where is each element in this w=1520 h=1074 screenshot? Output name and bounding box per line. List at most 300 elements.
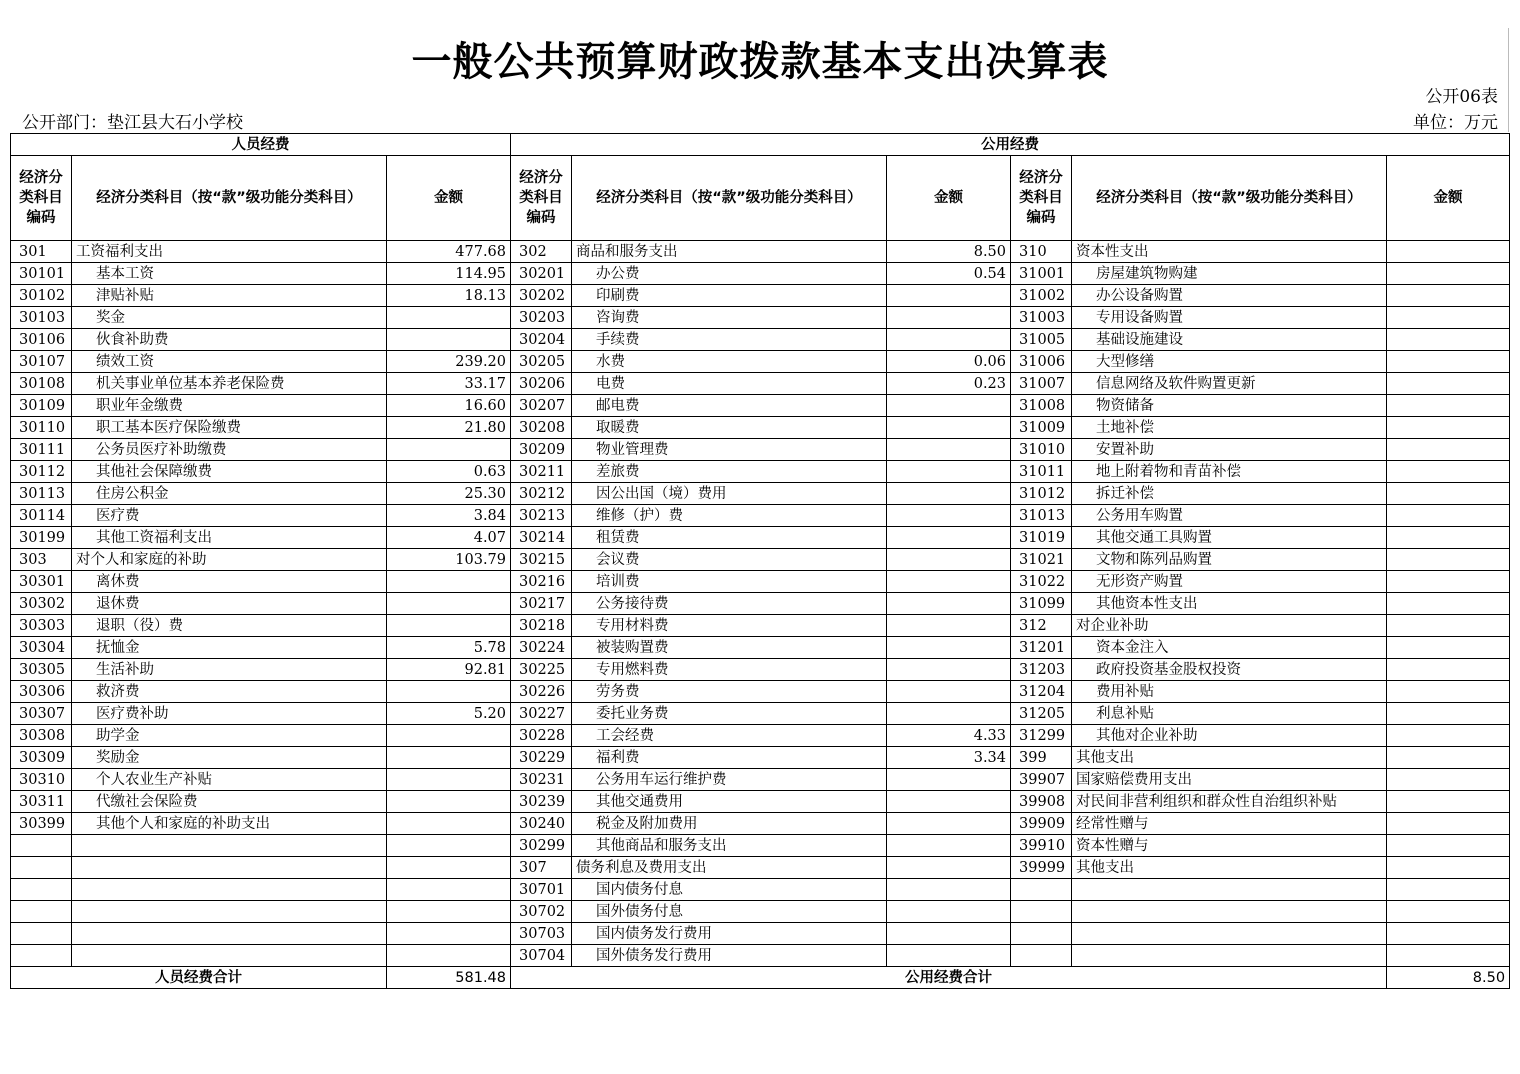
subject-name-cell: 住房公积金: [72, 483, 387, 505]
subject-name-cell: 助学金: [72, 725, 387, 747]
subject-name-cell: 其他资本性支出: [1072, 593, 1387, 615]
subject-name-cell: [72, 901, 387, 923]
amount-cell: [387, 769, 511, 791]
subject-name-cell: 办公设备购置: [1072, 285, 1387, 307]
amount-cell: [387, 615, 511, 637]
subject-name-cell: 税金及附加费用: [572, 813, 887, 835]
subject-name-cell: 专用燃料费: [572, 659, 887, 681]
subject-code-cell: 30240: [511, 813, 572, 835]
subject-code-cell: 31007: [1011, 373, 1072, 395]
subject-code-cell: 30239: [511, 791, 572, 813]
amount-cell: [887, 901, 1011, 923]
subject-name-cell: 安置补助: [1072, 439, 1387, 461]
subject-name-cell: 其他社会保障缴费: [72, 461, 387, 483]
subject-name-cell: 会议费: [572, 549, 887, 571]
subject-name-cell: 公务员医疗补助缴费: [72, 439, 387, 461]
amount-cell: [887, 835, 1011, 857]
amount-cell: [887, 879, 1011, 901]
subject-code-cell: 30209: [511, 439, 572, 461]
subject-code-cell: 30110: [11, 417, 72, 439]
subject-code-cell: 30207: [511, 395, 572, 417]
amount-cell: [887, 439, 1011, 461]
subject-code-cell: 30228: [511, 725, 572, 747]
amount-cell: [1387, 439, 1510, 461]
subject-name-cell: 文物和陈列品购置: [1072, 549, 1387, 571]
subject-code-cell: 30205: [511, 351, 572, 373]
subject-header: 经济分类科目（按“款”级功能分类科目）: [572, 156, 887, 241]
subject-name-cell: 公务用车购置: [1072, 505, 1387, 527]
subject-code-cell: 30101: [11, 263, 72, 285]
personnel-total-value: 581.48: [387, 967, 511, 989]
subject-code-cell: 31203: [1011, 659, 1072, 681]
subject-name-cell: 政府投资基金股权投资: [1072, 659, 1387, 681]
amount-cell: [1387, 373, 1510, 395]
subject-name-cell: 其他商品和服务支出: [572, 835, 887, 857]
subject-name-cell: 其他对企业补助: [1072, 725, 1387, 747]
subject-name-cell: 其他工资福利支出: [72, 527, 387, 549]
amount-cell: [887, 769, 1011, 791]
subject-name-cell: 差旅费: [572, 461, 887, 483]
amount-cell: [887, 417, 1011, 439]
subject-code-cell: 39910: [1011, 835, 1072, 857]
amount-cell: [887, 813, 1011, 835]
subject-code-cell: 30108: [11, 373, 72, 395]
subject-name-cell: [72, 945, 387, 967]
subject-code-cell: 30299: [511, 835, 572, 857]
amount-cell: [1387, 395, 1510, 417]
table-row: [11, 263, 1510, 285]
table-row: [11, 637, 1510, 659]
subject-name-cell: 奖金: [72, 307, 387, 329]
subject-code-cell: 30217: [511, 593, 572, 615]
subject-name-cell: 其他支出: [1072, 857, 1387, 879]
table-row: [11, 373, 1510, 395]
subject-name-cell: 津贴补贴: [72, 285, 387, 307]
table-row: [11, 769, 1510, 791]
subject-code-cell: 30301: [11, 571, 72, 593]
subject-name-cell: 资本性赠与: [1072, 835, 1387, 857]
amount-cell: [387, 681, 511, 703]
subject-code-cell: 31019: [1011, 527, 1072, 549]
subject-code-cell: 30199: [11, 527, 72, 549]
subject-code-cell: 30203: [511, 307, 572, 329]
subject-name-cell: 维修（护）费: [572, 505, 887, 527]
amount-header: 金额: [887, 156, 1011, 241]
amount-cell: [387, 791, 511, 813]
table-row: [11, 879, 1510, 901]
amount-cell: [1387, 725, 1510, 747]
subject-name-cell: 工会经费: [572, 725, 887, 747]
subject-name-cell: 生活补助: [72, 659, 387, 681]
subject-code-cell: 30704: [511, 945, 572, 967]
subject-name-cell: 咨询费: [572, 307, 887, 329]
table-row: [11, 329, 1510, 351]
subject-name-cell: 资本性支出: [1072, 241, 1387, 263]
subject-code-cell: 31009: [1011, 417, 1072, 439]
table-row: [11, 923, 1510, 945]
table-row: [11, 241, 1510, 263]
public-total-label: 公用经费合计: [511, 967, 1387, 989]
subject-name-cell: 取暖费: [572, 417, 887, 439]
table-row: [11, 527, 1510, 549]
subject-name-cell: 医疗费补助: [72, 703, 387, 725]
subject-name-cell: 职业年金缴费: [72, 395, 387, 417]
subject-name-cell: 委托业务费: [572, 703, 887, 725]
subject-name-cell: 代缴社会保险费: [72, 791, 387, 813]
subject-code-cell: [11, 901, 72, 923]
table-row: [11, 945, 1510, 967]
amount-cell: 0.54: [887, 263, 1011, 285]
table-row: [11, 703, 1510, 725]
personnel-total-label: 人员经费合计: [11, 967, 387, 989]
amount-cell: 16.60: [387, 395, 511, 417]
amount-cell: 4.33: [887, 725, 1011, 747]
subject-code-cell: 30211: [511, 461, 572, 483]
table-row: [11, 439, 1510, 461]
amount-cell: [387, 813, 511, 835]
amount-cell: 0.63: [387, 461, 511, 483]
subject-name-cell: 手续费: [572, 329, 887, 351]
table-row: [11, 285, 1510, 307]
subject-code-cell: 30224: [511, 637, 572, 659]
amount-cell: [887, 307, 1011, 329]
subject-code-cell: 31022: [1011, 571, 1072, 593]
amount-cell: [1387, 901, 1510, 923]
amount-cell: [1387, 241, 1510, 263]
amount-cell: [1387, 637, 1510, 659]
subject-name-cell: 资本金注入: [1072, 637, 1387, 659]
amount-cell: [887, 571, 1011, 593]
subject-name-cell: [1072, 923, 1387, 945]
subject-code-cell: 30107: [11, 351, 72, 373]
subject-name-cell: 信息网络及软件购置更新: [1072, 373, 1387, 395]
subject-code-cell: 30302: [11, 593, 72, 615]
amount-cell: [1387, 879, 1510, 901]
subject-name-cell: 债务利息及费用支出: [572, 857, 887, 879]
subject-name-cell: 职工基本医疗保险缴费: [72, 417, 387, 439]
subject-name-cell: 退职（役）费: [72, 615, 387, 637]
subject-name-cell: 专用材料费: [572, 615, 887, 637]
subject-code-cell: [1011, 945, 1072, 967]
subject-code-cell: 30204: [511, 329, 572, 351]
subject-code-cell: 30213: [511, 505, 572, 527]
subject-code-cell: 30226: [511, 681, 572, 703]
amount-cell: 4.07: [387, 527, 511, 549]
subject-code-cell: [11, 857, 72, 879]
subject-code-cell: 310: [1011, 241, 1072, 263]
amount-cell: 21.80: [387, 417, 511, 439]
table-row: [11, 395, 1510, 417]
department-label: 公开部门：垫江县大石小学校: [22, 113, 243, 133]
table-row: [11, 461, 1510, 483]
subject-name-cell: [72, 879, 387, 901]
public-total-value: 8.50: [1387, 967, 1510, 989]
amount-cell: [387, 923, 511, 945]
subject-name-cell: 土地补偿: [1072, 417, 1387, 439]
unit-label: 单位：万元: [1413, 113, 1498, 133]
subject-name-cell: 基本工资: [72, 263, 387, 285]
subject-name-cell: 对企业补助: [1072, 615, 1387, 637]
subject-code-cell: [1011, 879, 1072, 901]
expenditure-table: [10, 133, 1510, 989]
subject-code-cell: [11, 879, 72, 901]
amount-cell: [887, 615, 1011, 637]
amount-cell: [1387, 659, 1510, 681]
subject-code-cell: 302: [511, 241, 572, 263]
subject-code-cell: 31001: [1011, 263, 1072, 285]
public-header: 公用经费: [511, 134, 1510, 156]
subject-code-cell: 30212: [511, 483, 572, 505]
amount-cell: [887, 857, 1011, 879]
subject-code-cell: 30215: [511, 549, 572, 571]
subject-code-cell: 30702: [511, 901, 572, 923]
amount-cell: [387, 835, 511, 857]
subject-name-cell: 救济费: [72, 681, 387, 703]
subject-name-cell: 物业管理费: [572, 439, 887, 461]
amount-cell: [887, 527, 1011, 549]
amount-cell: [387, 307, 511, 329]
subject-code-cell: [11, 835, 72, 857]
amount-cell: 5.78: [387, 637, 511, 659]
subject-code-cell: [11, 923, 72, 945]
amount-cell: [387, 901, 511, 923]
subject-code-cell: 31010: [1011, 439, 1072, 461]
subject-name-cell: 电费: [572, 373, 887, 395]
subject-name-cell: 抚恤金: [72, 637, 387, 659]
subject-name-cell: 绩效工资: [72, 351, 387, 373]
subject-name-cell: 水费: [572, 351, 887, 373]
subject-code-cell: [1011, 901, 1072, 923]
table-row: [11, 549, 1510, 571]
subject-code-cell: 399: [1011, 747, 1072, 769]
subject-code-cell: 31005: [1011, 329, 1072, 351]
subject-code-cell: 30111: [11, 439, 72, 461]
subject-name-cell: 其他个人和家庭的补助支出: [72, 813, 387, 835]
amount-cell: 18.13: [387, 285, 511, 307]
subject-name-cell: [72, 835, 387, 857]
subject-name-cell: 劳务费: [572, 681, 887, 703]
amount-cell: 5.20: [387, 703, 511, 725]
table-row: [11, 659, 1510, 681]
amount-cell: [1387, 703, 1510, 725]
subject-name-cell: 其他交通费用: [572, 791, 887, 813]
amount-cell: 0.23: [887, 373, 1011, 395]
subject-code-cell: 31205: [1011, 703, 1072, 725]
subject-name-cell: 经常性赠与: [1072, 813, 1387, 835]
subject-code-cell: 39907: [1011, 769, 1072, 791]
subject-code-cell: 31008: [1011, 395, 1072, 417]
subject-code-cell: 30218: [511, 615, 572, 637]
subject-code-cell: 30216: [511, 571, 572, 593]
amount-cell: [887, 791, 1011, 813]
amount-cell: [1387, 527, 1510, 549]
subject-name-cell: 其他交通工具购置: [1072, 527, 1387, 549]
table-row: [11, 351, 1510, 373]
subject-code-cell: 30701: [511, 879, 572, 901]
subject-code-cell: 30703: [511, 923, 572, 945]
totals-row: [11, 967, 1510, 989]
table-row: [11, 725, 1510, 747]
table-row: [11, 615, 1510, 637]
subject-code-cell: 30103: [11, 307, 72, 329]
amount-cell: [1387, 417, 1510, 439]
amount-cell: [1387, 813, 1510, 835]
amount-cell: 92.81: [387, 659, 511, 681]
amount-cell: [1387, 329, 1510, 351]
amount-cell: 103.79: [387, 549, 511, 571]
amount-cell: [887, 923, 1011, 945]
amount-cell: [1387, 769, 1510, 791]
subject-code-cell: 30208: [511, 417, 572, 439]
table-row: [11, 901, 1510, 923]
subject-name-cell: 福利费: [572, 747, 887, 769]
table-row: [11, 835, 1510, 857]
subject-code-cell: 31006: [1011, 351, 1072, 373]
amount-cell: [387, 439, 511, 461]
subject-name-cell: 国外债务发行费用: [572, 945, 887, 967]
amount-cell: 477.68: [387, 241, 511, 263]
amount-cell: 3.84: [387, 505, 511, 527]
table-code: 公开06表: [1425, 87, 1498, 107]
subject-code-cell: 307: [511, 857, 572, 879]
subject-name-cell: 大型修缮: [1072, 351, 1387, 373]
table-body: [11, 241, 1510, 967]
code-header: 经济分类科目编码: [1011, 156, 1072, 241]
subject-code-cell: 31013: [1011, 505, 1072, 527]
subject-name-cell: 国家赔偿费用支出: [1072, 769, 1387, 791]
amount-cell: [1387, 461, 1510, 483]
subject-code-cell: 31003: [1011, 307, 1072, 329]
subject-name-cell: 机关事业单位基本养老保险费: [72, 373, 387, 395]
subject-code-cell: [11, 945, 72, 967]
subject-code-cell: 30112: [11, 461, 72, 483]
amount-cell: [387, 879, 511, 901]
amount-cell: [1387, 351, 1510, 373]
subject-name-cell: 基础设施建设: [1072, 329, 1387, 351]
table-row: [11, 505, 1510, 527]
subject-name-cell: [72, 923, 387, 945]
amount-cell: [887, 637, 1011, 659]
subject-code-cell: 30214: [511, 527, 572, 549]
subject-code-cell: 30202: [511, 285, 572, 307]
subject-name-cell: 办公费: [572, 263, 887, 285]
amount-cell: [887, 659, 1011, 681]
subject-name-cell: 离休费: [72, 571, 387, 593]
amount-cell: [1387, 945, 1510, 967]
subject-code-cell: 30225: [511, 659, 572, 681]
subject-name-cell: 个人农业生产补贴: [72, 769, 387, 791]
amount-cell: [887, 329, 1011, 351]
subject-name-cell: 对个人和家庭的补助: [72, 549, 387, 571]
amount-cell: [1387, 747, 1510, 769]
amount-cell: [387, 857, 511, 879]
subject-code-cell: 30201: [511, 263, 572, 285]
subject-name-cell: 地上附着物和青苗补偿: [1072, 461, 1387, 483]
subject-name-cell: 拆迁补偿: [1072, 483, 1387, 505]
subject-code-cell: 31021: [1011, 549, 1072, 571]
page-edge-line: [1508, 28, 1509, 132]
amount-cell: 33.17: [387, 373, 511, 395]
amount-cell: [1387, 263, 1510, 285]
subject-code-cell: 30308: [11, 725, 72, 747]
subject-name-cell: 国内债务付息: [572, 879, 887, 901]
amount-cell: [1387, 483, 1510, 505]
amount-cell: [1387, 571, 1510, 593]
subject-name-cell: 物资储备: [1072, 395, 1387, 417]
subject-code-cell: 30304: [11, 637, 72, 659]
subject-name-cell: 因公出国（境）费用: [572, 483, 887, 505]
amount-cell: 114.95: [387, 263, 511, 285]
amount-cell: [887, 681, 1011, 703]
page-title: 一般公共预算财政拨款基本支出决算表: [411, 39, 1109, 85]
subject-code-cell: 31299: [1011, 725, 1072, 747]
table-row: [11, 747, 1510, 769]
amount-cell: [387, 725, 511, 747]
code-header: 经济分类科目编码: [11, 156, 72, 241]
subject-code-cell: 30227: [511, 703, 572, 725]
table-row: [11, 593, 1510, 615]
amount-cell: [887, 461, 1011, 483]
subject-code-cell: 31002: [1011, 285, 1072, 307]
subject-name-cell: 公务接待费: [572, 593, 887, 615]
amount-cell: [887, 593, 1011, 615]
amount-cell: [387, 329, 511, 351]
amount-cell: [1387, 285, 1510, 307]
amount-cell: [387, 747, 511, 769]
amount-cell: [887, 505, 1011, 527]
subject-code-cell: 30106: [11, 329, 72, 351]
subject-name-cell: 其他支出: [1072, 747, 1387, 769]
subject-code-cell: 39908: [1011, 791, 1072, 813]
subject-code-cell: 31204: [1011, 681, 1072, 703]
subject-code-cell: 30307: [11, 703, 72, 725]
subject-code-cell: [1011, 923, 1072, 945]
amount-cell: [887, 395, 1011, 417]
subject-name-cell: 伙食补助费: [72, 329, 387, 351]
subject-code-cell: 301: [11, 241, 72, 263]
subject-name-cell: 费用补贴: [1072, 681, 1387, 703]
subject-name-cell: 奖励金: [72, 747, 387, 769]
subject-name-cell: [1072, 901, 1387, 923]
amount-cell: [387, 945, 511, 967]
subject-name-cell: [1072, 945, 1387, 967]
table-row: [11, 483, 1510, 505]
subject-name-cell: 无形资产购置: [1072, 571, 1387, 593]
table-row: [11, 681, 1510, 703]
amount-cell: [1387, 791, 1510, 813]
amount-cell: [387, 571, 511, 593]
amount-cell: [1387, 615, 1510, 637]
table-row: [11, 857, 1510, 879]
subject-name-cell: 商品和服务支出: [572, 241, 887, 263]
code-header: 经济分类科目编码: [511, 156, 572, 241]
amount-cell: [887, 703, 1011, 725]
subject-name-cell: 租赁费: [572, 527, 887, 549]
subject-header: 经济分类科目（按“款”级功能分类科目）: [1072, 156, 1387, 241]
amount-cell: [887, 945, 1011, 967]
subject-code-cell: 30399: [11, 813, 72, 835]
subject-code-cell: 30109: [11, 395, 72, 417]
amount-cell: 3.34: [887, 747, 1011, 769]
subject-code-cell: 30310: [11, 769, 72, 791]
amount-cell: [1387, 549, 1510, 571]
subject-name-cell: 退休费: [72, 593, 387, 615]
subject-code-cell: 30206: [511, 373, 572, 395]
subject-code-cell: 30229: [511, 747, 572, 769]
subject-code-cell: 30306: [11, 681, 72, 703]
amount-header: 金额: [1387, 156, 1510, 241]
amount-cell: [1387, 307, 1510, 329]
